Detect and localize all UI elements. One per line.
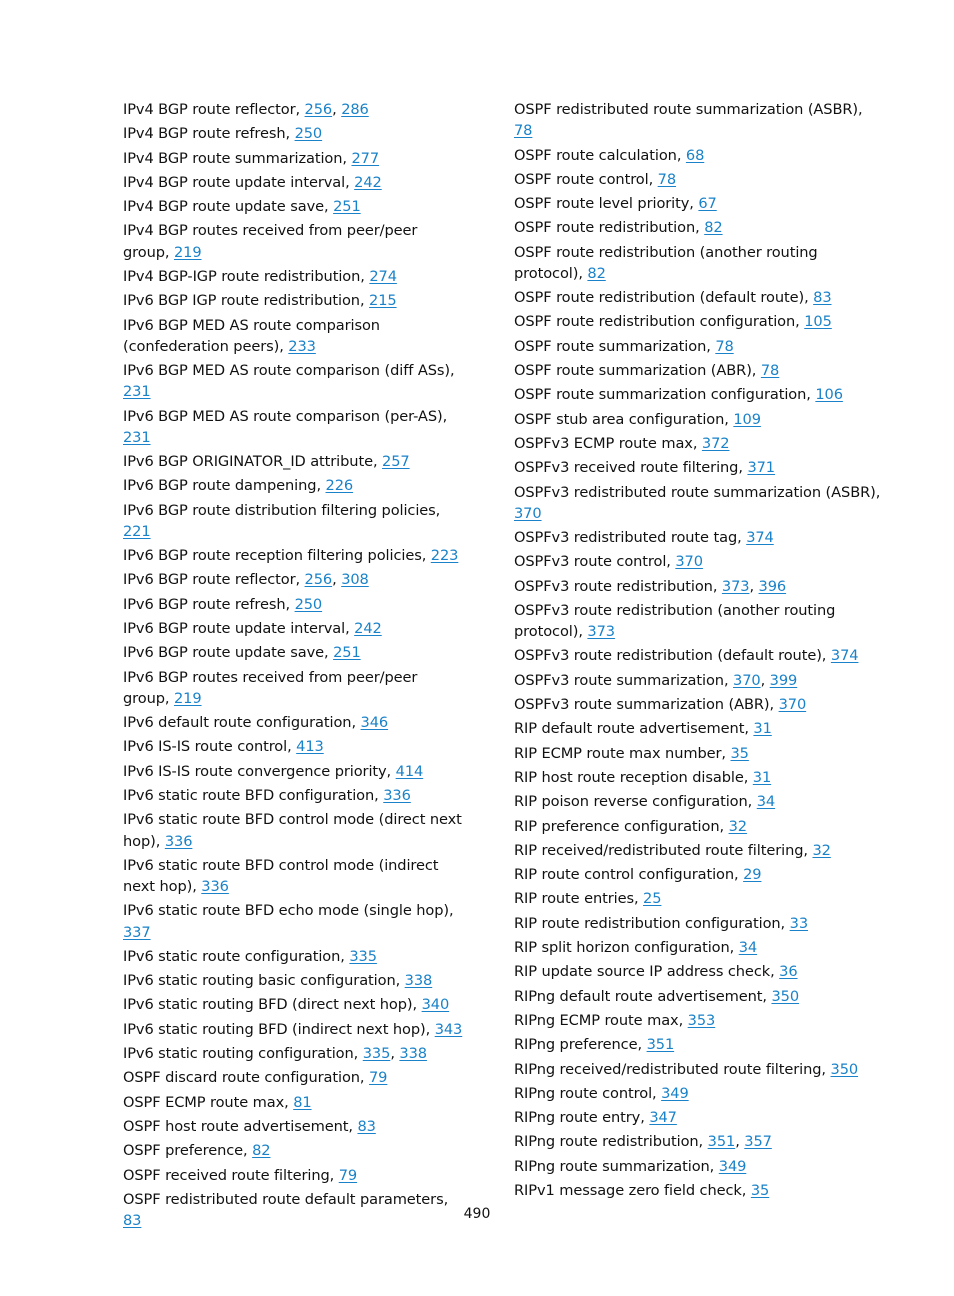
page-ref-link[interactable]: 396 xyxy=(758,577,787,595)
index-entry-term: IPv6 static routing BFD (indirect next hop), xyxy=(123,1020,435,1038)
index-entry-term: IPv6 BGP route distribution filtering policies, xyxy=(123,501,441,519)
index-entry-term: OSPFv3 received route filtering, xyxy=(514,459,748,477)
index-entry xyxy=(123,970,468,991)
page-ref-link[interactable]: 374 xyxy=(830,647,859,665)
index-entry xyxy=(123,946,468,967)
index-entry-term: OSPF stub area configuration, xyxy=(514,410,734,428)
page-ref-link[interactable]: 242 xyxy=(354,620,382,638)
index-entry-term: IPv6 BGP route update save, xyxy=(123,644,334,662)
page-ref-separator: , xyxy=(332,571,342,589)
page-ref-link[interactable]: 374 xyxy=(746,529,774,547)
index-entry xyxy=(514,336,884,357)
index-entry-term: IPv6 BGP IGP route redistribution, xyxy=(123,292,370,310)
index-entry xyxy=(123,360,468,402)
index-entry xyxy=(123,1067,468,1088)
index-entry-term: OSPFv3 redistributed route tag, xyxy=(514,529,747,547)
index-entry xyxy=(123,1116,468,1137)
page-ref-link[interactable]: 82 xyxy=(587,264,606,282)
index-entry xyxy=(514,409,884,430)
index-entry-term: OSPF route redistribution (default route), xyxy=(514,289,814,307)
index-entry xyxy=(514,913,884,934)
index-entry-term: IPv6 IS-IS route control, xyxy=(123,738,297,756)
index-entry-term: IPv6 static routing basic configuration, xyxy=(123,972,405,990)
page-ref-link[interactable]: 106 xyxy=(815,386,843,404)
page-ref-link[interactable]: 351 xyxy=(646,1036,675,1054)
page-ref-link[interactable]: 370 xyxy=(778,696,807,714)
index-entry-term: IPv6 static route configuration, xyxy=(123,947,350,965)
index-entry xyxy=(123,809,468,851)
index-entry-term: OSPFv3 ECMP route max, xyxy=(514,434,702,452)
page-ref-link[interactable]: 371 xyxy=(747,459,775,477)
index-entry xyxy=(123,900,468,942)
index-entry xyxy=(123,99,468,120)
index-entry-term: RIP received/redistributed route filtering, xyxy=(514,841,813,859)
index-entry xyxy=(123,712,468,733)
index-entry xyxy=(514,645,884,666)
index-entry-term: RIP preference configuration, xyxy=(514,817,729,835)
index-entry xyxy=(514,816,884,837)
index-entry-term: OSPF ECMP route max, xyxy=(123,1093,294,1111)
page-ref-link[interactable]: 233 xyxy=(288,337,316,355)
page-ref-link[interactable]: 336 xyxy=(201,878,229,896)
index-entry-term: RIPng route entry, xyxy=(514,1109,650,1127)
index-entry xyxy=(514,961,884,982)
page-ref-link[interactable]: 256 xyxy=(304,101,333,118)
page-ref-link[interactable]: 335 xyxy=(349,947,377,965)
index-entry-term: IPv6 static routing BFD (direct next hop), xyxy=(123,996,422,1014)
index-entry-term: OSPFv3 route redistribution, xyxy=(514,577,722,595)
index-entry xyxy=(123,1140,468,1161)
page-ref-link[interactable]: 250 xyxy=(294,125,323,143)
page-ref-link[interactable]: 83 xyxy=(813,289,832,307)
index-entry-term: RIPng route control, xyxy=(514,1084,662,1102)
page-ref-link[interactable]: 336 xyxy=(383,787,411,805)
page-ref-link[interactable]: 370 xyxy=(675,553,703,571)
index-entry-term: IPv6 IS-IS route convergence priority, xyxy=(123,762,396,780)
index-entry-term: IPv6 BGP MED AS route comparison (confederation peers), xyxy=(123,316,380,355)
index-entry xyxy=(123,1092,468,1113)
index-entry-term: OSPFv3 route summarization, xyxy=(514,671,734,689)
page-ref-link[interactable]: 231 xyxy=(123,383,151,401)
page-ref-link[interactable]: 399 xyxy=(769,671,798,689)
page-ref-link[interactable]: 257 xyxy=(382,453,410,471)
index-entry-term: IPv6 BGP routes received from peer/peer group, xyxy=(123,668,418,707)
page-ref-link[interactable]: 105 xyxy=(804,313,832,331)
page-ref-link[interactable]: 83 xyxy=(357,1117,376,1135)
index-entry-term: OSPF route summarization configuration, xyxy=(514,386,816,404)
index-entry-term: RIPng default route advertisement, xyxy=(514,987,772,1005)
index-entry-term: RIPng received/redistributed route filtering, xyxy=(514,1060,831,1078)
index-entry-term: RIP update source IP address check, xyxy=(514,963,780,981)
page-ref-link[interactable]: 78 xyxy=(657,170,677,188)
index-entry xyxy=(514,433,884,454)
page-ref-link[interactable]: 83 xyxy=(123,1212,142,1230)
index-entry xyxy=(514,457,884,478)
page-ref-link[interactable]: 251 xyxy=(333,198,361,216)
index-entry-term: IPv6 BGP route dampening, xyxy=(123,477,326,495)
index-entry xyxy=(514,145,884,166)
index-entry-term: IPv6 BGP route reflector, xyxy=(123,571,305,589)
index-entry xyxy=(514,1131,884,1152)
page-ref-link[interactable]: 353 xyxy=(687,1011,716,1029)
index-entry xyxy=(123,618,468,639)
index-entry xyxy=(514,840,884,861)
page-ref-link[interactable]: 308 xyxy=(341,571,369,589)
page-ref-link[interactable]: 35 xyxy=(730,744,749,762)
page-ref-link[interactable]: 78 xyxy=(715,337,734,355)
index-entry xyxy=(514,384,884,405)
page-ref-link[interactable]: 256 xyxy=(304,571,333,589)
page-ref-link[interactable]: 34 xyxy=(756,793,776,811)
page-ref-link[interactable]: 32 xyxy=(728,817,747,835)
index-entry-term: RIP split horizon configuration, xyxy=(514,939,739,957)
index-entry-term: IPv6 static route BFD control mode (direct next hop), xyxy=(123,811,462,850)
page-ref-link[interactable]: 372 xyxy=(701,434,730,452)
page-ref-link[interactable]: 373 xyxy=(587,623,615,641)
page-ref-link[interactable]: 215 xyxy=(369,292,397,310)
page-ref-separator: , xyxy=(760,671,770,689)
page-ref-separator: , xyxy=(332,101,342,118)
page-ref-link[interactable]: 81 xyxy=(293,1093,312,1111)
index-entry xyxy=(514,242,884,284)
index-entry xyxy=(514,482,884,524)
page-ref-link[interactable]: 68 xyxy=(685,146,705,164)
index-entry xyxy=(514,937,884,958)
index-entry-term: IPv6 static route BFD echo mode (single hop), xyxy=(123,902,454,920)
index-entry xyxy=(123,667,468,709)
index-entry xyxy=(514,986,884,1007)
index-entry-term: OSPFv3 route control, xyxy=(514,553,676,571)
page-ref-link[interactable]: 82 xyxy=(252,1142,271,1160)
page-ref-link[interactable]: 338 xyxy=(399,1045,427,1063)
page-ref-link[interactable]: 357 xyxy=(744,1133,772,1151)
index-entry xyxy=(514,1010,884,1031)
index-entry-term: RIPng preference, xyxy=(514,1036,647,1054)
index-entry-term: OSPF route redistribution (another routing protocol), xyxy=(514,243,818,282)
index-entry-term: RIPng route redistribution, xyxy=(514,1133,708,1151)
page-ref-link[interactable]: 223 xyxy=(430,547,459,565)
index-entry-term: RIPng route summarization, xyxy=(514,1157,719,1175)
index-entry-term: OSPF redistributed route default parameters, xyxy=(123,1190,449,1208)
index-entry xyxy=(514,169,884,190)
page-ref-link[interactable]: 226 xyxy=(325,477,354,495)
index-entry-term: OSPF redistributed route summarization (ASBR), xyxy=(514,101,863,118)
page-ref-link[interactable]: 32 xyxy=(812,841,831,859)
index-entry-term: OSPFv3 route redistribution (another routing protocol), xyxy=(514,601,836,641)
index-entry xyxy=(514,600,884,642)
page-ref-separator: , xyxy=(749,577,759,595)
page-ref-link[interactable]: 35 xyxy=(750,1181,770,1199)
index-entry xyxy=(514,527,884,548)
index-entry xyxy=(123,451,468,472)
page-ref-link[interactable]: 349 xyxy=(718,1157,747,1175)
index-entry xyxy=(514,1180,884,1201)
page-ref-link[interactable]: 79 xyxy=(369,1069,388,1087)
page-ref-link[interactable]: 36 xyxy=(779,963,798,981)
page-ref-link[interactable]: 29 xyxy=(743,866,762,884)
index-entry xyxy=(514,217,884,238)
index-entry-term: OSPF route redistribution configuration, xyxy=(514,313,805,331)
index-entry xyxy=(514,1107,884,1128)
index-entry-term: OSPF discard route configuration, xyxy=(123,1069,369,1087)
index-entry-term: IPv6 BGP route reception filtering policies, xyxy=(123,547,431,565)
index-entry-term: RIP poison reverse configuration, xyxy=(514,793,757,811)
index-entry-term: IPv4 BGP-IGP route redistribution, xyxy=(123,267,370,285)
index-entry-term: IPv6 static route BFD configuration, xyxy=(123,787,384,805)
index-entry xyxy=(514,576,884,597)
index-column-right xyxy=(514,99,884,1204)
page-ref-link[interactable]: 350 xyxy=(771,987,800,1005)
index-entry-term: IPv4 BGP route summarization, xyxy=(123,149,352,167)
page-ref-link[interactable]: 251 xyxy=(333,644,361,662)
index-entry-term: RIPv1 message zero field check, xyxy=(514,1181,751,1199)
index-entry xyxy=(123,855,468,897)
index-entry-term: OSPF route summarization, xyxy=(514,337,716,355)
page-ref-link[interactable]: 78 xyxy=(760,362,780,380)
index-entry-term: OSPFv3 route summarization (ABR), xyxy=(514,696,779,714)
index-entry xyxy=(123,220,468,262)
page-ref-link[interactable]: 250 xyxy=(294,595,323,613)
index-entry xyxy=(123,1165,468,1186)
index-entry xyxy=(123,1043,468,1064)
index-entry xyxy=(123,123,468,144)
page-ref-link[interactable]: 34 xyxy=(738,939,758,957)
index-entry-term: IPv6 BGP route refresh, xyxy=(123,595,295,613)
index-entry xyxy=(514,287,884,308)
page-ref-link[interactable]: 413 xyxy=(296,738,324,756)
page-ref-link[interactable]: 343 xyxy=(434,1020,463,1038)
index-entry xyxy=(123,594,468,615)
index-entry-term: RIP route control configuration, xyxy=(514,866,744,884)
index-entry-term: RIPng ECMP route max, xyxy=(514,1011,688,1029)
index-entry xyxy=(123,569,468,590)
index-entry-term: RIP ECMP route max number, xyxy=(514,744,731,762)
index-entry xyxy=(123,172,468,193)
index-entry-term: RIP route entries, xyxy=(514,890,644,908)
index-entry-term: OSPF route redistribution, xyxy=(514,219,705,237)
index-entry xyxy=(123,475,468,496)
index-entry xyxy=(514,718,884,739)
page-ref-link[interactable]: 33 xyxy=(789,914,809,932)
index-entry xyxy=(514,99,884,141)
index-entry-term: OSPF route level priority, xyxy=(514,195,699,213)
index-entry xyxy=(514,193,884,214)
page-ref-link[interactable]: 286 xyxy=(341,101,369,118)
index-entry xyxy=(123,406,468,448)
page-ref-link[interactable]: 31 xyxy=(753,720,772,738)
index-entry-term: IPv6 static routing configuration, xyxy=(123,1045,363,1063)
page-ref-separator: , xyxy=(735,1133,745,1151)
index-entry xyxy=(123,785,468,806)
index-entry xyxy=(123,148,468,169)
index-entry xyxy=(123,266,468,287)
page-ref-link[interactable]: 277 xyxy=(351,149,380,167)
index-entry-term: IPv4 BGP route update save, xyxy=(123,198,334,216)
index-entry-term: IPv6 BGP route update interval, xyxy=(123,620,355,638)
index-entry-term: OSPF received route filtering, xyxy=(123,1166,339,1184)
index-entry-term: RIP route redistribution configuration, xyxy=(514,914,790,932)
page-ref-link[interactable]: 82 xyxy=(704,219,723,237)
page-ref-link[interactable]: 25 xyxy=(643,890,662,908)
page-ref-link[interactable]: 414 xyxy=(395,762,424,780)
page-ref-link[interactable]: 370 xyxy=(733,671,761,689)
index-entry-term: IPv4 BGP route refresh, xyxy=(123,125,295,143)
index-entry-term: OSPFv3 redistributed route summarization (ASBR), xyxy=(514,483,881,501)
index-entry xyxy=(514,888,884,909)
index-entry-term: IPv6 BGP MED AS route comparison (per-AS), xyxy=(123,407,448,425)
index-entry-term: OSPF preference, xyxy=(123,1142,253,1160)
index-entry xyxy=(123,196,468,217)
index-entry xyxy=(123,545,468,566)
index-entry xyxy=(514,694,884,715)
index-entry xyxy=(514,767,884,788)
index-entry xyxy=(514,551,884,572)
index-entry xyxy=(514,1083,884,1104)
index-entry-term: IPv4 BGP routes received from peer/peer group, xyxy=(123,222,418,261)
index-column-left xyxy=(123,99,468,1234)
index-entry-term: OSPF host route advertisement, xyxy=(123,1117,358,1135)
index-entry xyxy=(514,864,884,885)
index-entry xyxy=(514,670,884,691)
page-ref-link[interactable]: 373 xyxy=(721,577,750,595)
index-entry xyxy=(514,1034,884,1055)
index-entry xyxy=(514,743,884,764)
index-entry xyxy=(123,761,468,782)
page-ref-link[interactable]: 79 xyxy=(338,1166,358,1184)
page-ref-link[interactable]: 351 xyxy=(707,1133,736,1151)
page-ref-link[interactable]: 335 xyxy=(362,1045,391,1063)
index-entry xyxy=(123,1019,468,1040)
page-ref-link[interactable]: 31 xyxy=(752,768,772,786)
index-entry xyxy=(123,642,468,663)
page-ref-link[interactable]: 67 xyxy=(698,195,717,213)
index-entry xyxy=(514,1059,884,1080)
page-ref-link[interactable]: 219 xyxy=(173,243,202,261)
index-entry-term: IPv6 BGP MED AS route comparison (diff ASs), xyxy=(123,362,455,380)
index-entry-term: OSPFv3 route redistribution (default route), xyxy=(514,647,831,665)
page-ref-link[interactable]: 370 xyxy=(514,504,542,522)
index-entry-term: IPv6 static route BFD control mode (indirect next hop), xyxy=(123,856,439,896)
page-ref-link[interactable]: 336 xyxy=(164,832,193,850)
index-entry xyxy=(514,1156,884,1177)
index-entry-term: OSPF route calculation, xyxy=(514,146,686,164)
index-entry xyxy=(514,360,884,381)
index-entry-term: IPv6 BGP ORIGINATOR_ID attribute, xyxy=(123,453,383,471)
page-ref-link[interactable]: 219 xyxy=(173,689,202,707)
index-entry xyxy=(123,315,468,357)
page-ref-link[interactable]: 109 xyxy=(733,410,761,428)
page-number: 490 xyxy=(463,1206,491,1222)
index-entry-term: OSPF route summarization (ABR), xyxy=(514,362,761,380)
index-entry-term: IPv4 BGP route update interval, xyxy=(123,173,355,191)
index-entry xyxy=(514,311,884,332)
index-entry xyxy=(123,290,468,311)
index-entry xyxy=(123,500,468,542)
index-entry xyxy=(123,994,468,1015)
page-ref-link[interactable]: 242 xyxy=(354,173,382,191)
page-ref-separator: , xyxy=(390,1045,400,1063)
page-ref-link[interactable]: 221 xyxy=(123,522,151,540)
page-ref-link[interactable]: 231 xyxy=(123,428,151,446)
index-entry-term: RIP host route reception disable, xyxy=(514,768,753,786)
page-ref-link[interactable]: 78 xyxy=(514,122,533,140)
page-ref-link[interactable]: 347 xyxy=(649,1109,677,1127)
page-ref-link[interactable]: 337 xyxy=(123,923,151,941)
page-ref-link[interactable]: 349 xyxy=(661,1084,689,1102)
page-ref-link[interactable]: 340 xyxy=(421,996,450,1014)
page-ref-link[interactable]: 338 xyxy=(404,972,433,990)
index-entry xyxy=(123,736,468,757)
index-entry-term: IPv4 BGP route reflector, xyxy=(123,101,305,118)
index-entry-term: IPv6 default route configuration, xyxy=(123,714,361,732)
page-ref-link[interactable]: 350 xyxy=(830,1060,859,1078)
index-entry-term: RIP default route advertisement, xyxy=(514,720,754,738)
index-entry xyxy=(514,791,884,812)
index-entry-term: OSPF route control, xyxy=(514,170,658,188)
page-ref-link[interactable]: 346 xyxy=(360,714,389,732)
page-ref-link[interactable]: 274 xyxy=(369,267,397,285)
